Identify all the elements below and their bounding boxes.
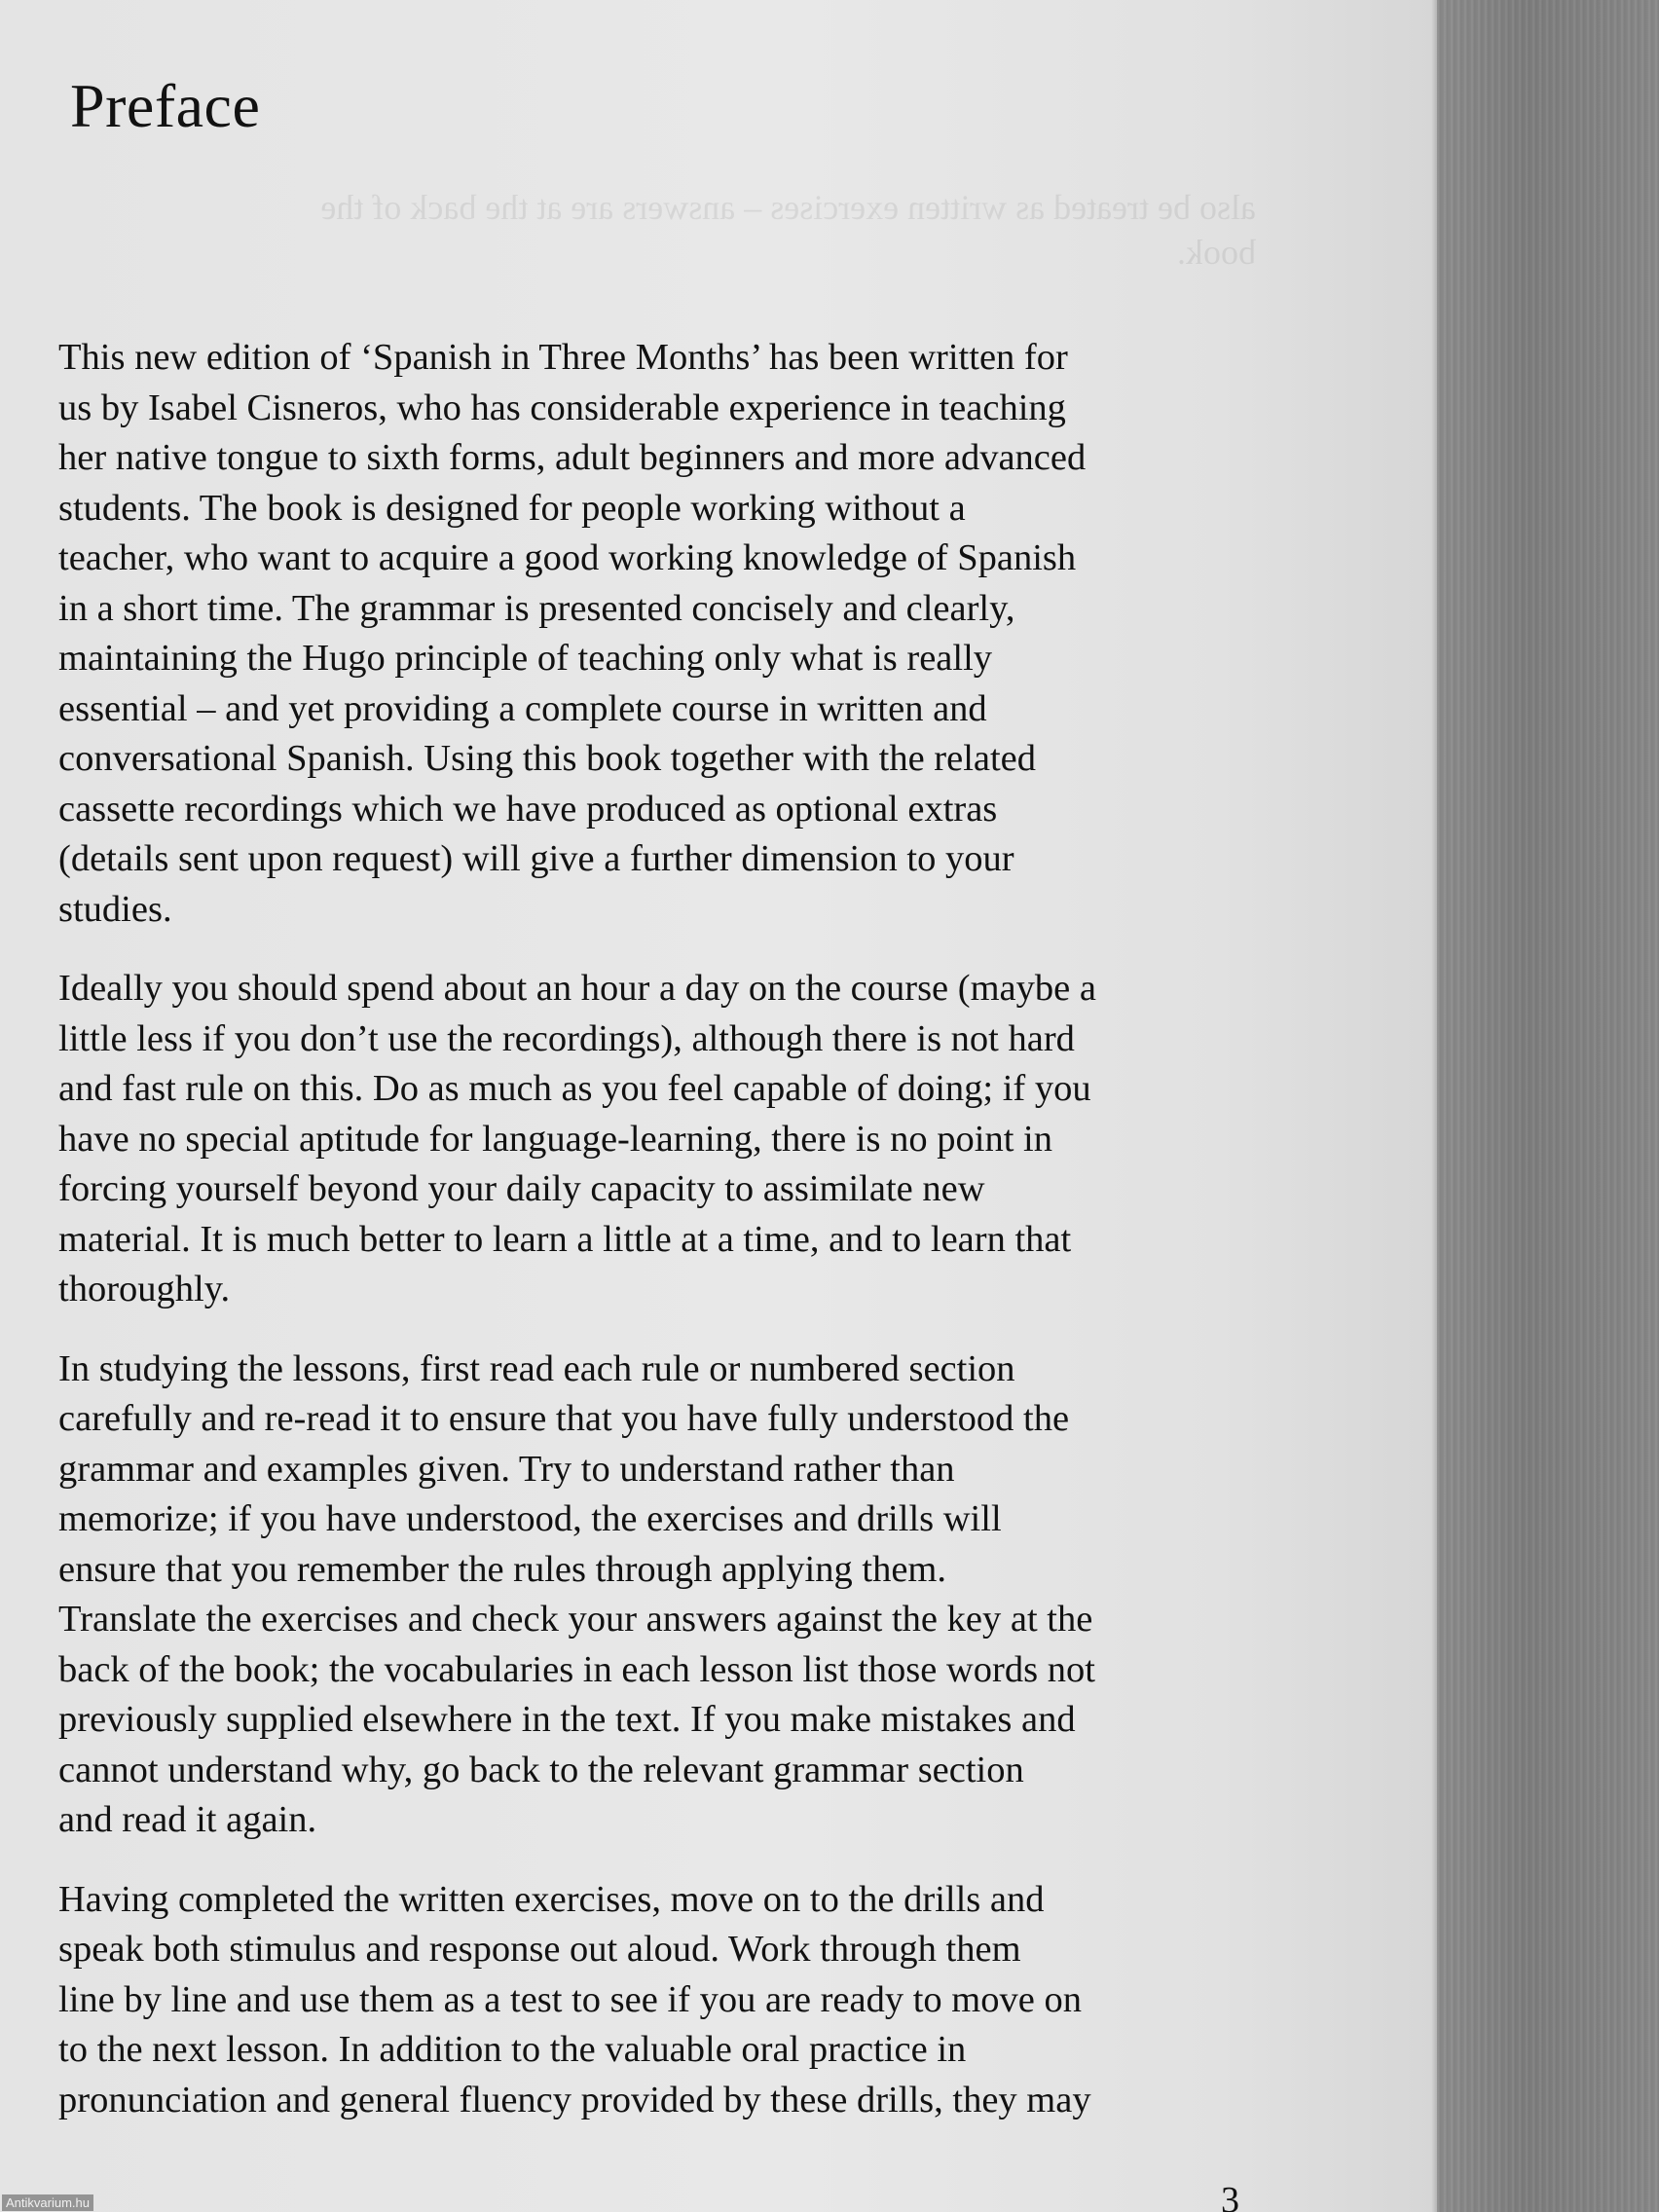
text-line: her native tongue to sixth forms, adult beginners and more advanced <box>58 437 1087 478</box>
text-line: grammar and examples given. Try to understand rather than <box>58 1448 955 1490</box>
text-line: carefully and re-read it to ensure that you have fully understood the <box>58 1398 1070 1439</box>
paragraph <box>58 964 1266 1315</box>
text-line: memorize; if you have understood, the exercises and drills will <box>58 1498 1002 1539</box>
text-line: ensure that you remember the rules through applying them. <box>58 1548 946 1590</box>
text-line: us by Isabel Cisneros, who has considerable experience in teaching <box>58 387 1066 428</box>
text-line: studies. <box>58 888 172 930</box>
page-number: 3 <box>1221 2180 1239 2212</box>
text-line: maintaining the Hugo principle of teaching only what is really <box>58 638 993 679</box>
text-line: teacher, who want to acquire a good working knowledge of Spanish <box>58 537 1077 578</box>
text-line: and fast rule on this. Do as much as you feel capable of doing; if you <box>58 1068 1091 1109</box>
show-through-line: book. <box>1177 233 1256 272</box>
text-line: cannot understand why, go back to the relevant grammar section <box>58 1749 1024 1790</box>
paragraph <box>58 1875 1266 2126</box>
text-line: thoroughly. <box>58 1269 231 1309</box>
text-line: previously supplied elsewhere in the text. If you make mistakes and <box>58 1699 1076 1740</box>
paragraph <box>58 1345 1266 1846</box>
text-line: This new edition of ‘Spanish in Three Months’ has been written for <box>58 337 1068 378</box>
text-line: pronunciation and general fluency provided by these drills, they may <box>58 2079 1091 2120</box>
text-line: Having completed the written exercises, move on to the drills and <box>58 1878 1045 1920</box>
text-line: in a short time. The grammar is presented concisely and clearly, <box>58 587 1015 629</box>
paragraph <box>58 333 1266 935</box>
body-text <box>58 333 1266 2125</box>
show-through-line: also be treated as written exercises – answers are at the back of the <box>320 188 1256 227</box>
text-line: line by line and use them as a test to see if you are ready to move on <box>58 1978 1082 2020</box>
text-line: In studying the lessons, first read each rule or numbered section <box>58 1347 1015 1389</box>
background-surface <box>1437 0 1659 2212</box>
text-line: have no special aptitude for language-learning, there is no point in <box>58 1118 1052 1160</box>
text-line: speak both stimulus and response out aloud. Work through them <box>58 1929 1021 1970</box>
text-line: material. It is much better to learn a little at a time, and to learn that <box>58 1218 1072 1260</box>
page-title: Preface <box>70 71 261 140</box>
text-line: back of the book; the vocabularies in each lesson list those words not <box>58 1648 1095 1690</box>
watermark: Antikvarium.hu <box>2 2194 93 2211</box>
text-line: essential – and yet providing a complete course in written and <box>58 687 987 729</box>
text-line: students. The book is designed for people working without a <box>58 487 966 529</box>
text-line: (details sent upon request) will give a further dimension to your <box>58 838 1014 879</box>
text-line: forcing yourself beyond your daily capacity to assimilate new <box>58 1168 985 1209</box>
text-line: cassette recordings which we have produced as optional extras <box>58 788 998 830</box>
text-line: little less if you don’t use the recordings), although there is not hard <box>58 1017 1075 1059</box>
text-line: Ideally you should spend about an hour a day on the course (maybe a <box>58 968 1096 1009</box>
text-line: to the next lesson. In addition to the valuable oral practice in <box>58 2029 967 2070</box>
text-line: conversational Spanish. Using this book together with the related <box>58 738 1037 779</box>
text-line: Translate the exercises and check your answers against the key at the <box>58 1599 1093 1640</box>
text-line: and read it again. <box>58 1799 317 1840</box>
